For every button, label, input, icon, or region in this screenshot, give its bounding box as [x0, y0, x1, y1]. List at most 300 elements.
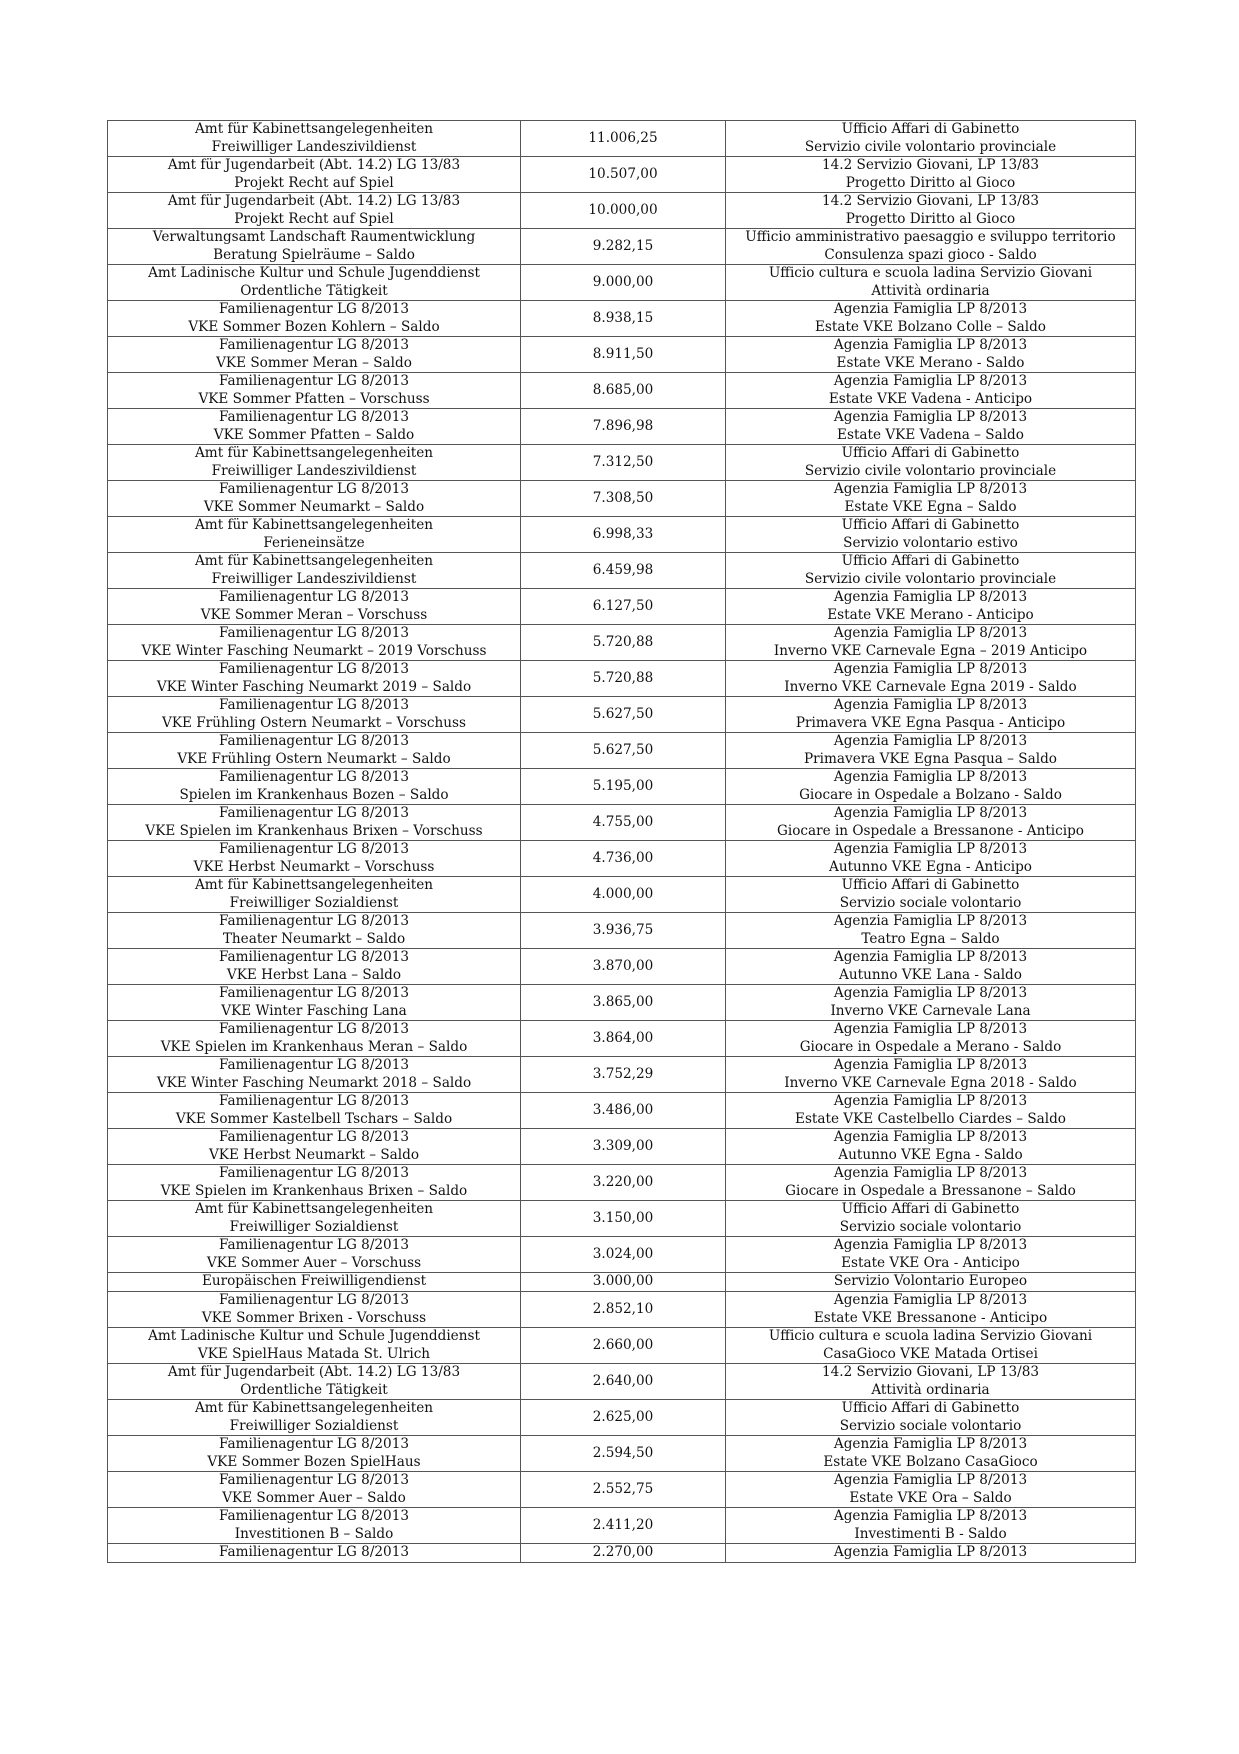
italian-description-cell: [726, 625, 1136, 661]
table-row: [108, 445, 1136, 481]
italian-description-line: Attività ordinaria: [871, 1381, 990, 1398]
german-description-line: Familienagentur LG 8/2013: [218, 1057, 410, 1073]
german-description-line: Amt für Kabinettsangelegenheiten: [194, 517, 434, 533]
german-description-line: Familienagentur LG 8/2013: [218, 625, 410, 641]
italian-description-cell: [726, 373, 1136, 409]
italian-description-cell: [726, 1544, 1136, 1563]
italian-description-line: Estate VKE Bolzano Colle – Saldo: [815, 318, 1046, 335]
german-description-line: VKE Sommer Bozen SpielHaus: [207, 1453, 421, 1470]
italian-description-cell: [726, 553, 1136, 589]
italian-description-line: Agenzia Famiglia LP 8/2013: [833, 589, 1028, 605]
german-description-cell: [108, 1237, 521, 1273]
italian-description-line: Servizio sociale volontario: [839, 894, 1022, 911]
german-description-line: Familienagentur LG 8/2013: [218, 1544, 410, 1561]
amount-cell: 2.411,20: [521, 1508, 726, 1544]
amount-cell: 8.685,00: [521, 373, 726, 409]
german-description-cell: [108, 1165, 521, 1201]
german-description-cell: [108, 193, 521, 229]
german-description-cell: [108, 265, 521, 301]
german-description-line: Amt Ladinische Kultur und Schule Jugenddienst: [148, 1328, 480, 1344]
german-description-line: Ordentliche Tätigkeit: [240, 1381, 388, 1398]
italian-description-line: Estate VKE Ora – Saldo: [849, 1489, 1012, 1506]
italian-description-line: Servizio Volontario Europeo: [833, 1273, 1028, 1290]
italian-description-line: Agenzia Famiglia LP 8/2013: [833, 481, 1028, 497]
table-row: [108, 409, 1136, 445]
italian-description-cell: [726, 589, 1136, 625]
table-row: [108, 1544, 1136, 1563]
table-row: [108, 265, 1136, 301]
german-description-line: VKE Sommer Brixen - Vorschuss: [201, 1309, 427, 1326]
italian-description-line: Agenzia Famiglia LP 8/2013: [833, 625, 1028, 641]
german-description-line: VKE Sommer Pfatten – Saldo: [213, 426, 415, 443]
german-description-line: Amt für Jugendarbeit (Abt. 14.2) LG 13/83: [167, 193, 461, 209]
amount-cell: 5.720,88: [521, 661, 726, 697]
italian-description-cell: [726, 1057, 1136, 1093]
german-description-line: Amt für Kabinettsangelegenheiten: [194, 1201, 434, 1217]
italian-description-cell: [726, 913, 1136, 949]
italian-description-line: Inverno VKE Carnevale Egna 2019 - Saldo: [784, 678, 1077, 695]
german-description-cell: [108, 1057, 521, 1093]
italian-description-cell: [726, 121, 1136, 157]
german-description-line: Familienagentur LG 8/2013: [218, 697, 410, 713]
italian-description-line: Agenzia Famiglia LP 8/2013: [833, 1057, 1028, 1073]
italian-description-line: 14.2 Servizio Giovani, LP 13/83: [821, 157, 1040, 173]
table-row: [108, 877, 1136, 913]
amount-cell: 3.150,00: [521, 1201, 726, 1237]
italian-description-line: Agenzia Famiglia LP 8/2013: [833, 301, 1028, 317]
italian-description-line: Agenzia Famiglia LP 8/2013: [833, 1436, 1028, 1452]
italian-description-line: Servizio sociale volontario: [839, 1417, 1022, 1434]
table-row: [108, 805, 1136, 841]
table-row: [108, 1292, 1136, 1328]
german-description-line: VKE Sommer Auer – Saldo: [222, 1489, 406, 1506]
german-description-line: Amt für Kabinettsangelegenheiten: [194, 121, 434, 137]
italian-description-line: Agenzia Famiglia LP 8/2013: [833, 1021, 1028, 1037]
italian-description-line: Ufficio cultura e scuola ladina Servizio Giovani: [768, 1328, 1093, 1344]
german-description-cell: [108, 1364, 521, 1400]
table-row: [108, 985, 1136, 1021]
italian-description-cell: [726, 1328, 1136, 1364]
german-description-line: VKE Herbst Lana – Saldo: [226, 966, 402, 983]
german-description-line: Freiwilliger Sozialdienst: [229, 1218, 399, 1235]
amount-cell: 4.755,00: [521, 805, 726, 841]
german-description-cell: [108, 1273, 521, 1292]
italian-description-line: Agenzia Famiglia LP 8/2013: [833, 337, 1028, 353]
german-description-line: VKE Spielen im Krankenhaus Brixen – Vorschuss: [145, 822, 483, 839]
german-description-line: Familienagentur LG 8/2013: [218, 913, 410, 929]
german-description-cell: [108, 481, 521, 517]
german-description-line: Beratung Spielräume – Saldo: [213, 246, 415, 263]
german-description-line: VKE Spielen im Krankenhaus Meran – Saldo: [160, 1038, 468, 1055]
amount-cell: 6.127,50: [521, 589, 726, 625]
german-description-line: Familienagentur LG 8/2013: [218, 661, 410, 677]
german-description-cell: [108, 769, 521, 805]
table-row: [108, 1165, 1136, 1201]
german-description-line: Verwaltungsamt Landschaft Raumentwicklung: [152, 229, 476, 245]
italian-description-line: Servizio civile volontario provinciale: [804, 138, 1057, 155]
german-description-line: VKE Winter Fasching Neumarkt 2018 – Saldo: [156, 1074, 472, 1091]
amount-cell: 4.736,00: [521, 841, 726, 877]
amount-cell: 10.507,00: [521, 157, 726, 193]
italian-description-line: Agenzia Famiglia LP 8/2013: [833, 985, 1028, 1001]
table-row: [108, 733, 1136, 769]
amount-cell: 5.720,88: [521, 625, 726, 661]
italian-description-cell: [726, 1237, 1136, 1273]
amount-cell: 2.660,00: [521, 1328, 726, 1364]
german-description-cell: [108, 301, 521, 337]
german-description-line: Amt für Jugendarbeit (Abt. 14.2) LG 13/83: [167, 157, 461, 173]
german-description-cell: [108, 1129, 521, 1165]
amount-cell: 6.459,98: [521, 553, 726, 589]
table-row: [108, 1472, 1136, 1508]
german-description-line: Familienagentur LG 8/2013: [218, 409, 410, 425]
german-description-line: Amt Ladinische Kultur und Schule Jugenddienst: [148, 265, 480, 281]
german-description-line: Familienagentur LG 8/2013: [218, 1021, 410, 1037]
german-description-cell: [108, 553, 521, 589]
german-description-line: Familienagentur LG 8/2013: [218, 337, 410, 353]
german-description-line: VKE Sommer Bozen Kohlern – Saldo: [188, 318, 440, 335]
german-description-cell: [108, 1328, 521, 1364]
table-row: [108, 373, 1136, 409]
german-description-line: VKE Herbst Neumarkt – Vorschuss: [193, 858, 435, 875]
italian-description-line: Agenzia Famiglia LP 8/2013: [833, 769, 1028, 785]
italian-description-cell: [726, 301, 1136, 337]
italian-description-line: Ufficio amministrativo paesaggio e sviluppo territorio: [745, 229, 1116, 245]
amount-cell: 7.308,50: [521, 481, 726, 517]
italian-description-line: Agenzia Famiglia LP 8/2013: [833, 1472, 1028, 1488]
italian-description-cell: [726, 1472, 1136, 1508]
funding-table: [107, 120, 1136, 1563]
german-description-cell: [108, 373, 521, 409]
italian-description-cell: [726, 337, 1136, 373]
german-description-line: Investitionen B – Saldo: [234, 1525, 394, 1542]
italian-description-line: Inverno VKE Carnevale Lana: [830, 1002, 1031, 1019]
table-row: [108, 769, 1136, 805]
italian-description-cell: [726, 193, 1136, 229]
german-description-line: VKE Frühling Ostern Neumarkt – Saldo: [177, 750, 451, 767]
table-row: [108, 1129, 1136, 1165]
german-description-line: Amt für Jugendarbeit (Abt. 14.2) LG 13/83: [167, 1364, 461, 1380]
italian-description-cell: [726, 1292, 1136, 1328]
german-description-line: Familienagentur LG 8/2013: [218, 1292, 410, 1308]
italian-description-line: Giocare in Ospedale a Bolzano - Saldo: [799, 786, 1062, 803]
amount-cell: 6.998,33: [521, 517, 726, 553]
table-row: [108, 625, 1136, 661]
german-description-cell: [108, 1472, 521, 1508]
german-description-line: Familienagentur LG 8/2013: [218, 1237, 410, 1253]
italian-description-cell: [726, 985, 1136, 1021]
amount-cell: 10.000,00: [521, 193, 726, 229]
german-description-line: Projekt Recht auf Spiel: [234, 174, 394, 191]
amount-cell: 3.220,00: [521, 1165, 726, 1201]
german-description-cell: [108, 1201, 521, 1237]
italian-description-line: Ufficio Affari di Gabinetto: [841, 877, 1020, 893]
table-row: [108, 1436, 1136, 1472]
amount-cell: 8.938,15: [521, 301, 726, 337]
table-row: [108, 301, 1136, 337]
table-row: [108, 1057, 1136, 1093]
italian-description-line: Estate VKE Merano - Anticipo: [827, 606, 1034, 623]
funding-table-body: [108, 121, 1136, 1563]
german-description-line: VKE Frühling Ostern Neumarkt – Vorschuss: [162, 714, 466, 731]
amount-cell: 2.552,75: [521, 1472, 726, 1508]
table-row: [108, 1201, 1136, 1237]
amount-cell: 4.000,00: [521, 877, 726, 913]
german-description-line: Familienagentur LG 8/2013: [218, 1165, 410, 1181]
german-description-cell: [108, 121, 521, 157]
german-description-line: Amt für Kabinettsangelegenheiten: [194, 553, 434, 569]
german-description-line: VKE Sommer Meran – Saldo: [216, 354, 412, 371]
italian-description-cell: [726, 1093, 1136, 1129]
italian-description-line: Primavera VKE Egna Pasqua – Saldo: [804, 750, 1057, 767]
italian-description-line: Teatro Egna – Saldo: [861, 930, 1000, 947]
amount-cell: 2.625,00: [521, 1400, 726, 1436]
italian-description-line: Agenzia Famiglia LP 8/2013: [833, 733, 1028, 749]
italian-description-cell: [726, 949, 1136, 985]
italian-description-line: Agenzia Famiglia LP 8/2013: [833, 409, 1028, 425]
table-row: [108, 193, 1136, 229]
italian-description-line: Giocare in Ospedale a Bressanone - Anticipo: [776, 822, 1084, 839]
german-description-line: Familienagentur LG 8/2013: [218, 841, 410, 857]
italian-description-line: Estate VKE Bressanone - Anticipo: [813, 1309, 1048, 1326]
italian-description-line: Autunno VKE Lana - Saldo: [839, 966, 1022, 983]
german-description-line: VKE Herbst Neumarkt – Saldo: [208, 1146, 420, 1163]
italian-description-cell: [726, 877, 1136, 913]
italian-description-line: Agenzia Famiglia LP 8/2013: [833, 697, 1028, 713]
italian-description-line: Agenzia Famiglia LP 8/2013: [833, 1544, 1028, 1561]
italian-description-line: Investimenti B - Saldo: [854, 1525, 1007, 1542]
italian-description-line: Agenzia Famiglia LP 8/2013: [833, 373, 1028, 389]
table-row: [108, 949, 1136, 985]
german-description-line: Familienagentur LG 8/2013: [218, 985, 410, 1001]
italian-description-line: CasaGioco VKE Matada Ortisei: [823, 1345, 1038, 1362]
german-description-line: Familienagentur LG 8/2013: [218, 1472, 410, 1488]
italian-description-cell: [726, 157, 1136, 193]
german-description-line: Familienagentur LG 8/2013: [218, 949, 410, 965]
italian-description-cell: [726, 481, 1136, 517]
german-description-line: VKE SpielHaus Matada St. Ulrich: [197, 1345, 431, 1362]
german-description-line: VKE Sommer Kastelbell Tschars – Saldo: [175, 1110, 453, 1127]
german-description-cell: [108, 337, 521, 373]
italian-description-line: Agenzia Famiglia LP 8/2013: [833, 1292, 1028, 1308]
amount-cell: 5.627,50: [521, 697, 726, 733]
italian-description-line: Agenzia Famiglia LP 8/2013: [833, 1165, 1028, 1181]
italian-description-line: Progetto Diritto al Gioco: [845, 174, 1016, 191]
italian-description-line: Agenzia Famiglia LP 8/2013: [833, 949, 1028, 965]
italian-description-line: Ufficio Affari di Gabinetto: [841, 1201, 1020, 1217]
german-description-cell: [108, 913, 521, 949]
german-description-line: Familienagentur LG 8/2013: [218, 733, 410, 749]
italian-description-line: Estate VKE Vadena - Anticipo: [828, 390, 1033, 407]
italian-description-line: Agenzia Famiglia LP 8/2013: [833, 1237, 1028, 1253]
german-description-line: Freiwilliger Landeszivildienst: [211, 570, 417, 587]
italian-description-line: Agenzia Famiglia LP 8/2013: [833, 1093, 1028, 1109]
german-description-line: Familienagentur LG 8/2013: [218, 1436, 410, 1452]
table-row: [108, 157, 1136, 193]
italian-description-line: Giocare in Ospedale a Merano - Saldo: [799, 1038, 1062, 1055]
italian-description-line: Ufficio Affari di Gabinetto: [841, 553, 1020, 569]
german-description-line: Theater Neumarkt – Saldo: [222, 930, 406, 947]
table-row: [108, 1328, 1136, 1364]
italian-description-cell: [726, 229, 1136, 265]
amount-cell: 3.936,75: [521, 913, 726, 949]
german-description-line: Familienagentur LG 8/2013: [218, 805, 410, 821]
italian-description-cell: [726, 769, 1136, 805]
table-row: [108, 1400, 1136, 1436]
amount-cell: 2.852,10: [521, 1292, 726, 1328]
amount-cell: 3.486,00: [521, 1093, 726, 1129]
italian-description-line: Estate VKE Vadena – Saldo: [837, 426, 1024, 443]
italian-description-line: Ufficio Affari di Gabinetto: [841, 1400, 1020, 1416]
german-description-line: Familienagentur LG 8/2013: [218, 769, 410, 785]
italian-description-line: Agenzia Famiglia LP 8/2013: [833, 841, 1028, 857]
italian-description-cell: [726, 661, 1136, 697]
italian-description-line: Autunno VKE Egna - Saldo: [838, 1146, 1023, 1163]
german-description-cell: [108, 625, 521, 661]
italian-description-line: Autunno VKE Egna - Anticipo: [829, 858, 1032, 875]
italian-description-cell: [726, 805, 1136, 841]
german-description-cell: [108, 841, 521, 877]
german-description-cell: [108, 1400, 521, 1436]
german-description-cell: [108, 409, 521, 445]
italian-description-cell: [726, 517, 1136, 553]
german-description-cell: [108, 985, 521, 1021]
german-description-cell: [108, 517, 521, 553]
italian-description-line: Ufficio Affari di Gabinetto: [841, 121, 1020, 137]
italian-description-cell: [726, 265, 1136, 301]
italian-description-line: Estate VKE Ora - Anticipo: [841, 1254, 1020, 1271]
german-description-line: Europäischen Freiwilligendienst: [201, 1273, 427, 1290]
german-description-cell: [108, 1021, 521, 1057]
amount-cell: 2.594,50: [521, 1436, 726, 1472]
table-row: [108, 841, 1136, 877]
german-description-cell: [108, 445, 521, 481]
german-description-cell: [108, 877, 521, 913]
amount-cell: 11.006,25: [521, 121, 726, 157]
italian-description-line: Estate VKE Merano - Saldo: [836, 354, 1025, 371]
german-description-line: VKE Winter Fasching Neumarkt – 2019 Vorschuss: [141, 642, 487, 659]
amount-cell: 3.024,00: [521, 1237, 726, 1273]
italian-description-line: Agenzia Famiglia LP 8/2013: [833, 1508, 1028, 1524]
german-description-line: Familienagentur LG 8/2013: [218, 1093, 410, 1109]
italian-description-line: Ufficio Affari di Gabinetto: [841, 517, 1020, 533]
german-description-line: VKE Spielen im Krankenhaus Brixen – Saldo: [160, 1182, 468, 1199]
italian-description-cell: [726, 1364, 1136, 1400]
amount-cell: 5.627,50: [521, 733, 726, 769]
italian-description-cell: [726, 1273, 1136, 1292]
italian-description-line: Inverno VKE Carnevale Egna 2018 - Saldo: [784, 1074, 1077, 1091]
italian-description-line: 14.2 Servizio Giovani, LP 13/83: [821, 1364, 1040, 1380]
italian-description-line: Ufficio Affari di Gabinetto: [841, 445, 1020, 461]
italian-description-cell: [726, 1129, 1136, 1165]
table-row: [108, 337, 1136, 373]
amount-cell: 3.752,29: [521, 1057, 726, 1093]
italian-description-cell: [726, 1201, 1136, 1237]
german-description-line: Freiwilliger Landeszivildienst: [211, 462, 417, 479]
italian-description-cell: [726, 697, 1136, 733]
german-description-line: Projekt Recht auf Spiel: [234, 210, 394, 227]
german-description-line: Familienagentur LG 8/2013: [218, 481, 410, 497]
italian-description-line: 14.2 Servizio Giovani, LP 13/83: [821, 193, 1040, 209]
italian-description-line: Consulenza spazi gioco - Saldo: [824, 246, 1037, 263]
italian-description-cell: [726, 445, 1136, 481]
table-row: [108, 553, 1136, 589]
table-row: [108, 661, 1136, 697]
german-description-line: VKE Winter Fasching Neumarkt 2019 – Saldo: [156, 678, 472, 695]
german-description-line: Freiwilliger Landeszivildienst: [211, 138, 417, 155]
table-row: [108, 1364, 1136, 1400]
german-description-line: Familienagentur LG 8/2013: [218, 1508, 410, 1524]
table-row: [108, 229, 1136, 265]
german-description-line: Familienagentur LG 8/2013: [218, 301, 410, 317]
table-row: [108, 589, 1136, 625]
german-description-line: Familienagentur LG 8/2013: [218, 589, 410, 605]
italian-description-line: Inverno VKE Carnevale Egna – 2019 Anticipo: [773, 642, 1088, 659]
italian-description-line: Agenzia Famiglia LP 8/2013: [833, 1129, 1028, 1145]
italian-description-cell: [726, 1165, 1136, 1201]
german-description-line: VKE Sommer Auer – Vorschuss: [206, 1254, 422, 1271]
italian-description-cell: [726, 841, 1136, 877]
german-description-cell: [108, 1436, 521, 1472]
german-description-line: VKE Winter Fasching Lana: [221, 1002, 407, 1019]
italian-description-line: Primavera VKE Egna Pasqua - Anticipo: [795, 714, 1066, 731]
german-description-line: Ordentliche Tätigkeit: [240, 282, 388, 299]
german-description-line: VKE Sommer Neumarkt – Saldo: [203, 498, 425, 515]
german-description-line: Spielen im Krankenhaus Bozen – Saldo: [179, 786, 449, 803]
italian-description-line: Agenzia Famiglia LP 8/2013: [833, 805, 1028, 821]
amount-cell: 3.864,00: [521, 1021, 726, 1057]
table-row: [108, 913, 1136, 949]
italian-description-cell: [726, 733, 1136, 769]
table-row: [108, 1508, 1136, 1544]
italian-description-line: Servizio civile volontario provinciale: [804, 462, 1057, 479]
italian-description-cell: [726, 1400, 1136, 1436]
amount-cell: 3.309,00: [521, 1129, 726, 1165]
italian-description-line: Servizio volontario estivo: [843, 534, 1018, 551]
amount-cell: 7.896,98: [521, 409, 726, 445]
amount-cell: 2.640,00: [521, 1364, 726, 1400]
italian-description-line: Servizio civile volontario provinciale: [804, 570, 1057, 587]
table-row: [108, 1237, 1136, 1273]
german-description-cell: [108, 157, 521, 193]
german-description-line: Amt für Kabinettsangelegenheiten: [194, 445, 434, 461]
italian-description-line: Agenzia Famiglia LP 8/2013: [833, 913, 1028, 929]
table-row: [108, 1273, 1136, 1292]
german-description-cell: [108, 733, 521, 769]
german-description-cell: [108, 949, 521, 985]
table-row: [108, 1021, 1136, 1057]
table-row: [108, 481, 1136, 517]
german-description-line: Freiwilliger Sozialdienst: [229, 894, 399, 911]
italian-description-line: Ufficio cultura e scuola ladina Servizio Giovani: [768, 265, 1093, 281]
amount-cell: 3.870,00: [521, 949, 726, 985]
table-row: [108, 697, 1136, 733]
german-description-line: Ferieneinsätze: [263, 534, 365, 551]
amount-cell: 5.195,00: [521, 769, 726, 805]
german-description-cell: [108, 661, 521, 697]
german-description-line: Familienagentur LG 8/2013: [218, 1129, 410, 1145]
italian-description-line: Servizio sociale volontario: [839, 1218, 1022, 1235]
italian-description-line: Estate VKE Bolzano CasaGioco: [823, 1453, 1038, 1470]
italian-description-cell: [726, 1436, 1136, 1472]
amount-cell: 3.865,00: [521, 985, 726, 1021]
german-description-line: Familienagentur LG 8/2013: [218, 373, 410, 389]
amount-cell: 3.000,00: [521, 1273, 726, 1292]
italian-description-line: Giocare in Ospedale a Bressanone – Saldo: [785, 1182, 1076, 1199]
italian-description-cell: [726, 409, 1136, 445]
german-description-cell: [108, 697, 521, 733]
italian-description-line: Attività ordinaria: [871, 282, 990, 299]
